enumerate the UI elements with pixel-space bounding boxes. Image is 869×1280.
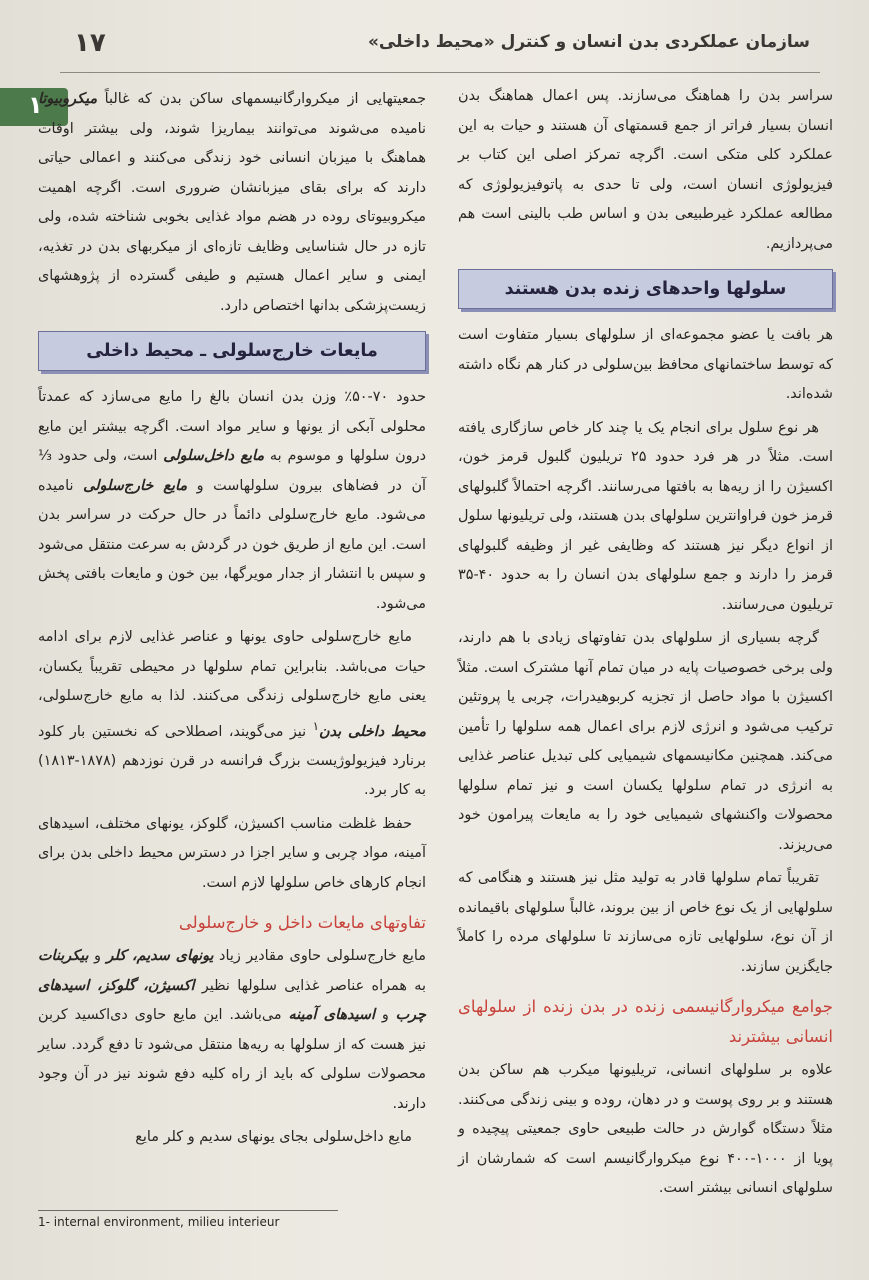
text: به همراه عناصر غذایی سلولها نظیر — [194, 977, 426, 994]
term: میکروبیوتا — [38, 91, 98, 107]
text: جمعیتهایی از میکروارگانیسمهای ساکن بدن که غالباً — [97, 91, 426, 107]
intro-paragraph: سراسر بدن را هماهنگ می‌سازند. پس اعمال هماهنگ بدن انسان بسیار فراتر از جمع قسمتهای آن هستند و حیات به این عملکرد کلی متکی است. اگرچه تمرکز اصلی این کتاب بر فیزیولوژی انسان است، ولی تا حدی به پاتوفیزیولوژی که مطالعه عملکرد غیرطبیعی بدن و اساس طب بالینی است هم می‌پردازیم. — [458, 88, 833, 252]
paragraph: هر نوع سلول برای انجام یک یا چند کار خاص سازگاری یافته است. مثلاً در هر فرد حدود ۲۵ تریلیون گلبول قرمز خون، اکسیژن را از ریه‌ها به بافتها می‌رسانند. اگرچه احتمالاً گلبولهای قرمز خون فراوانترین سلولهای بدن هستند، ولی تریلیونها سلول از انواع دیگر نیز هستند که وظایفی غیر از وظیفه گلبولهای قرمز را دارند و جمع سلولهای بدن انسان را به حدود ۴۰-۳۵ تریلیون می‌رسانند. — [458, 419, 833, 613]
paragraph: مایع داخل‌سلولی بجای یونهای سدیم و کلر مایع — [135, 1129, 412, 1146]
footnote: 1- internal environment, milieu interieur — [38, 1210, 338, 1229]
left-column — [38, 85, 426, 1157]
paragraph — [38, 383, 426, 619]
term: یونهای سدیم، کلر — [106, 948, 214, 965]
text: نامیده می‌شود. مایع خارج‌سلولی دائماً در حال حرکت در سراسر بدن است. این مایع از طریق خون در گردش به سرعت منتقل می‌شود و سپس با انتشار از جدار مویرگها، بین خون و مایعات بافتی پخش می‌شود. — [38, 477, 426, 612]
text: حدود ۷۰-۵۰٪ وزن بدن انسان بالغ را مایع می‌سازد که عمدتاً محلولی آبکی از یونها و سایر مواد است. اگرچه بیشتر این مایع درون سلولها و موسوم به — [38, 389, 426, 464]
running-head: سازمان عملکردی بدن انسان و کنترل «محیط داخلی» — [367, 32, 810, 52]
paragraph: گرچه بسیاری از سلولهای بدن تفاوتهای زیادی با هم دارند، ولی برخی خصوصیات پایه در میان تمام آنها مشترک است. مثلاً اکسیژن با مواد حاصل از تجزیه کربوهیدرات، چربی یا پروتئین ترکیب می‌شود و انرژی لازم برای اعمال همه سلولها را تأمین می‌کند. همچنین مکانیسمهای شیمیایی کلی تبدیل عناصر غذایی به انرژی در تمام سلولها یکسان است و نیز تمام سلولها محصولات واکنشهای شیمیایی خود را به مایعات پیرامون خود می‌ریزند. — [458, 630, 833, 853]
paragraph: تقریباً تمام سلولها قادر به تولید مثل نیز هستند و هنگامی که سلولهایی از یک نوع خاص از بین بروند، غالباً سلولهای باقیمانده از آن نوع، سلولهایی تازه می‌سازند تا سلولهای مرده را کاملاً جایگزین سازند. — [458, 870, 833, 975]
paragraph: حفظ غلظت مناسب اکسیژن، گلوکز، یونهای مختلف، اسیدهای آمینه، مواد چربی و سایر اجزا در دسترس محیط داخلی بدن برای انجام کارهای خاص سلولها لازم است. — [38, 815, 426, 891]
text: است، ولی حدود ⅓ آن در فضاهای بیرون سلولهاست و — [38, 448, 427, 494]
term: مایع خارج‌سلولی — [83, 477, 188, 494]
text: نامیده می‌شوند می‌توانند بیماریزا شوند، ولی بیشتر اوقات هماهنگ با میزبان انسانی خود زندگی می‌کنند و اعمالی حیاتی دارند که برای بقای میزبانشان ضروری است. اگرچه اهمیت میکروبیوتای روده در هضم مواد غذایی بخوبی شناخته شده، ولی تازه در حال شناسایی وظایف تازه‌ای از میکربهای بدن در تغذیه، ایمنی و سایر اعمال هستیم و طیفی گسترده از پژوهشهای زیست‌پزشکی بدانها اختصاص دارد. — [38, 120, 426, 314]
term: مایع داخل‌سلولی — [163, 448, 265, 464]
page-number: ۱۷ — [74, 28, 106, 58]
paragraph: هر بافت یا عضو مجموعه‌ای از سلولهای بسیار متفاوت است که توسط ساختمانهای محافظ بین‌سلولی در کنار هم نگاه داشته شده‌اند. — [458, 327, 833, 402]
text: نیز می‌گویند، اصطلاحی که نخستین بار کلود برنارد فیزیولوژیست بزرگ فرانسه در قرن نوزدهم (۱۸۷۸-۱۸۱۳) به کار برد. — [38, 723, 426, 799]
paragraph — [38, 85, 426, 321]
text: مایع خارج‌سلولی حاوی یونها و عناصر غذایی لازم برای ادامه حیات می‌باشد. بنابراین تمام سلولها در محیطی تقریباً یکسان، یعنی مایع خارج‌سلولی زندگی می‌کنند. لذا به مایع خارج‌سلولی، — [38, 629, 426, 704]
footnote-marker: ۱ — [312, 718, 320, 733]
term: بیکربنات — [38, 948, 89, 965]
text: و — [375, 1007, 396, 1024]
right-column — [458, 82, 833, 1208]
text: و — [88, 948, 107, 965]
section-title-cells: سلولها واحدهای زنده بدن هستند — [458, 269, 833, 309]
page-header — [60, 22, 820, 73]
paragraph: علاوه بر سلولهای انسانی، تریلیونها میکرب هم ساکن بدن هستند و بر روی پوست و در دهان، روده و بینی زندگی می‌کنند. مثلاً دستگاه گوارش در حالت طبیعی حاوی جمعیتی پیچیده و پویا از ۱۰۰۰-۴۰۰ نوع میکروارگانیسم است که شمارشان از سلولهای انسانی بیشتر است. — [458, 1062, 833, 1196]
text: می‌باشد. این مایع حاوی دی‌اکسید کربن نیز هست که از سلولها به ریه‌ها منتقل می‌شود تا دفع گردد. سایر محصولات سلولی که باید از راه کلیه دفع شوند نیز در آن وجود دارند. — [38, 1007, 426, 1112]
term: اکسیژن، گلوکز، اسیدهای چرب — [38, 977, 426, 1024]
text: مایع خارج‌سلولی حاوی مقادیر زیاد — [213, 948, 426, 965]
subheading-fluids: تفاوتهای مایعات داخل و خارج‌سلولی — [178, 913, 426, 933]
paragraph — [38, 623, 426, 806]
section-title-ecf: مایعات خارج‌سلولی ـ محیط داخلی — [38, 331, 426, 371]
chapter-number: ۱ — [28, 91, 43, 119]
term: اسیدهای آمینه — [288, 1007, 375, 1024]
term: محیط داخلی بدن — [319, 723, 426, 740]
subheading-microbiota: جوامع میکروارگانیسمی زنده در بدن زنده از سلولهای انسانی بیشترند — [458, 997, 833, 1046]
paragraph — [38, 942, 426, 1119]
